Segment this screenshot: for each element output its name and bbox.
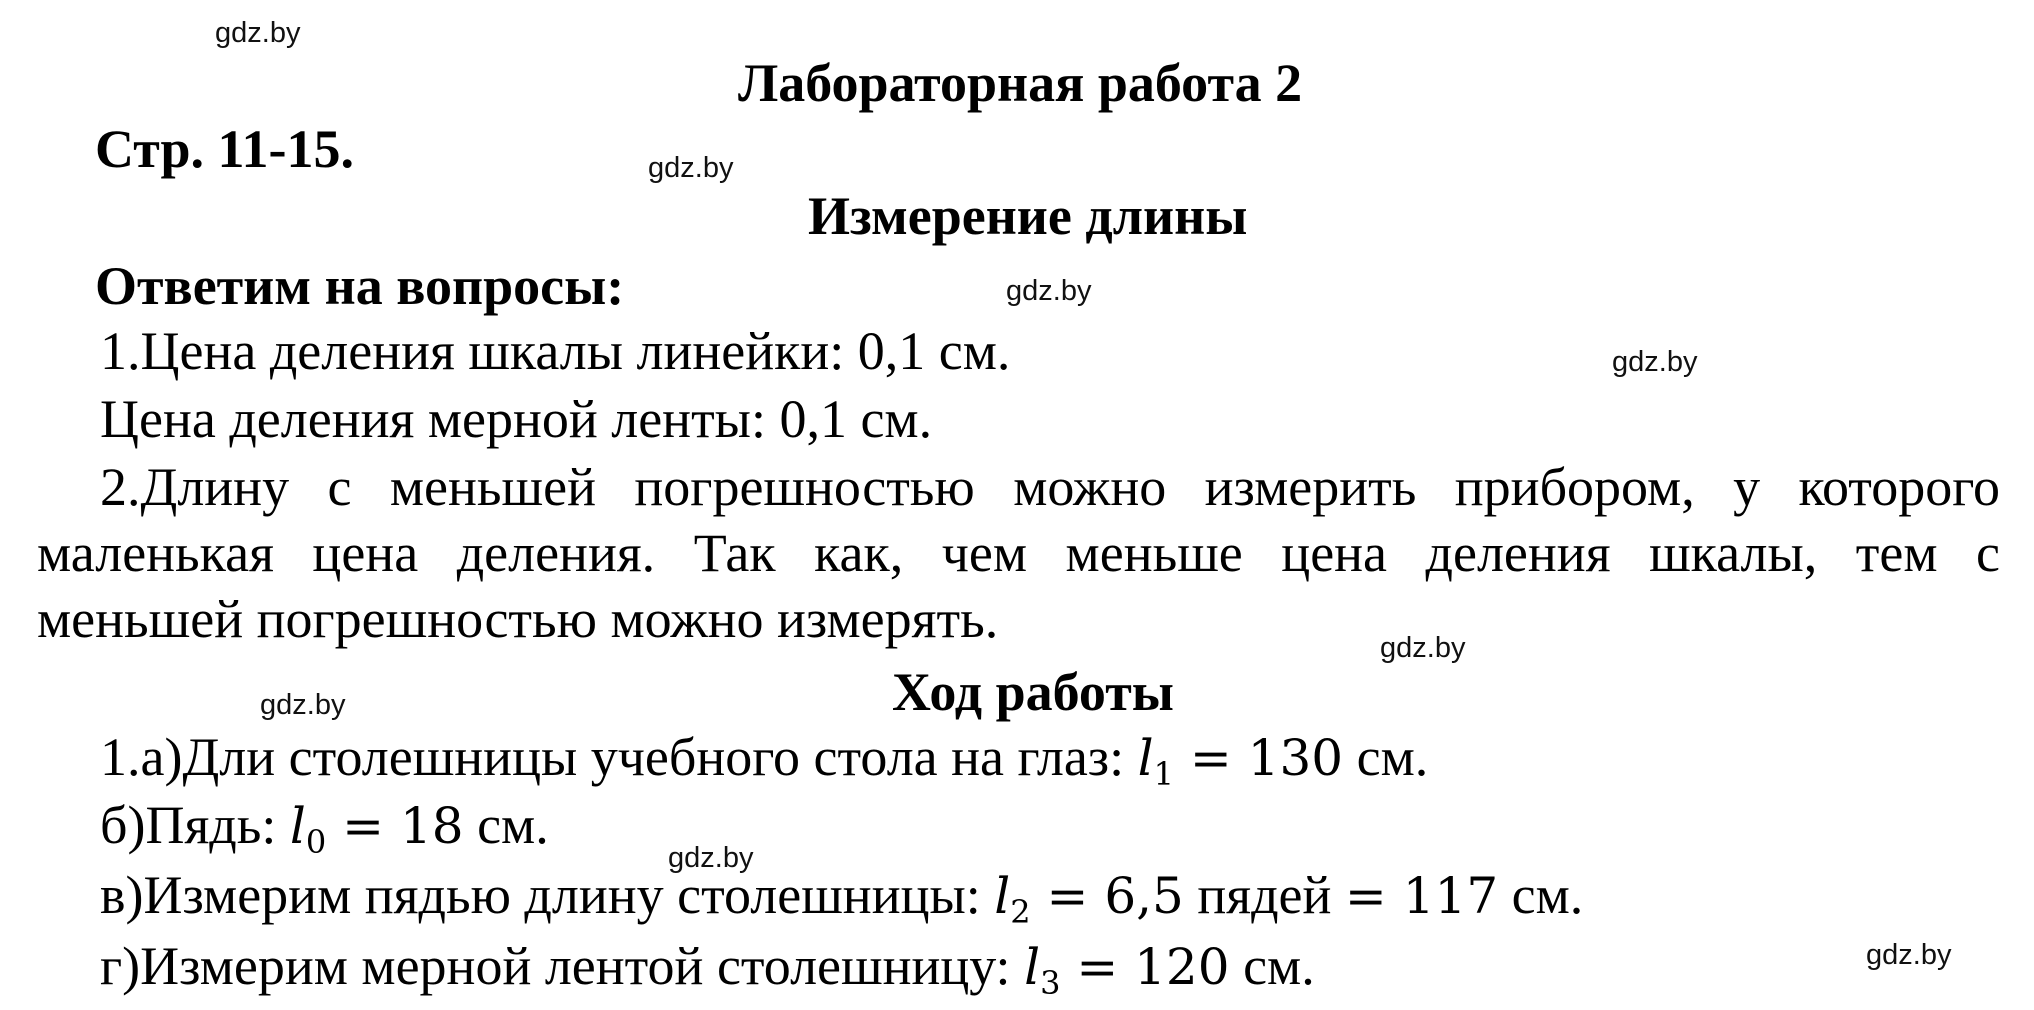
step-b-unit: см.	[463, 795, 549, 855]
step-a-text: 1.а)Дли столешницы учебного стола на глаз:	[100, 727, 1138, 787]
step-d-unit: см.	[1229, 936, 1315, 996]
watermark: gdz.by	[668, 842, 754, 874]
procedure-step-b	[100, 792, 549, 859]
step-b-value: = 18	[326, 797, 464, 855]
step-a-formula	[1137, 729, 1344, 793]
step-a-variable: l	[1137, 729, 1154, 787]
lab-title: Лабораторная работа 2	[738, 53, 1303, 113]
procedure-step-c	[100, 862, 1583, 929]
procedure-heading: Ход работы	[892, 662, 1174, 722]
step-a-unit: см.	[1343, 727, 1429, 787]
step-c-formula	[994, 867, 1184, 931]
answer-2-row-2: маленькая цена деления. Так как, чем меньше цена деления шкалы, тем с	[37, 523, 2000, 583]
watermark: gdz.by	[260, 689, 346, 721]
step-c-middle: пядей	[1183, 865, 1345, 925]
step-d-formula	[1024, 938, 1230, 1002]
watermark: gdz.by	[1006, 275, 1092, 307]
answer-1-line-2: Цена деления мерной ленты: 0,1 см.	[100, 389, 933, 449]
step-a-value: = 130	[1174, 729, 1344, 787]
answer-2-row-3: меньшей погрешностью можно измерять.	[37, 589, 999, 649]
step-b-text: б)Пядь:	[100, 795, 290, 855]
step-c-result: = 117	[1344, 867, 1499, 925]
step-d-text: г)Измерим мерной лентой столешницу:	[100, 936, 1025, 996]
topic-title: Измерение длины	[808, 186, 1248, 246]
step-d-subscript: 3	[1040, 964, 1061, 1002]
procedure-step-d	[100, 933, 1315, 1000]
watermark: gdz.by	[1380, 632, 1466, 664]
step-b-formula	[289, 797, 464, 861]
step-c-text: в)Измерим пядью длину столешницы:	[100, 865, 995, 925]
step-b-variable: l	[289, 797, 306, 855]
step-a-subscript: 1	[1153, 755, 1174, 793]
watermark: gdz.by	[215, 17, 301, 49]
step-c-value: = 6,5	[1030, 867, 1184, 925]
watermark: gdz.by	[1866, 939, 1952, 971]
answer-1-line-1: 1.Цена деления шкалы линейки: 0,1 см.	[100, 321, 1011, 381]
answer-2-row-1: 2.Длину с меньшей погрешностью можно измерить прибором, у которого	[100, 457, 2000, 517]
page-reference: Стр. 11-15.	[95, 119, 355, 179]
watermark: gdz.by	[648, 152, 734, 184]
step-d-value: = 120	[1060, 938, 1230, 996]
answers-heading: Ответим на вопросы:	[95, 256, 625, 316]
step-c-unit: см.	[1498, 865, 1584, 925]
answer-2-paragraph	[37, 454, 2000, 652]
step-c-subscript: 2	[1010, 893, 1031, 931]
step-c-variable: l	[994, 867, 1011, 925]
procedure-step-a	[100, 724, 1428, 791]
watermark: gdz.by	[1612, 346, 1698, 378]
step-d-variable: l	[1024, 938, 1041, 996]
step-b-subscript: 0	[305, 823, 327, 861]
